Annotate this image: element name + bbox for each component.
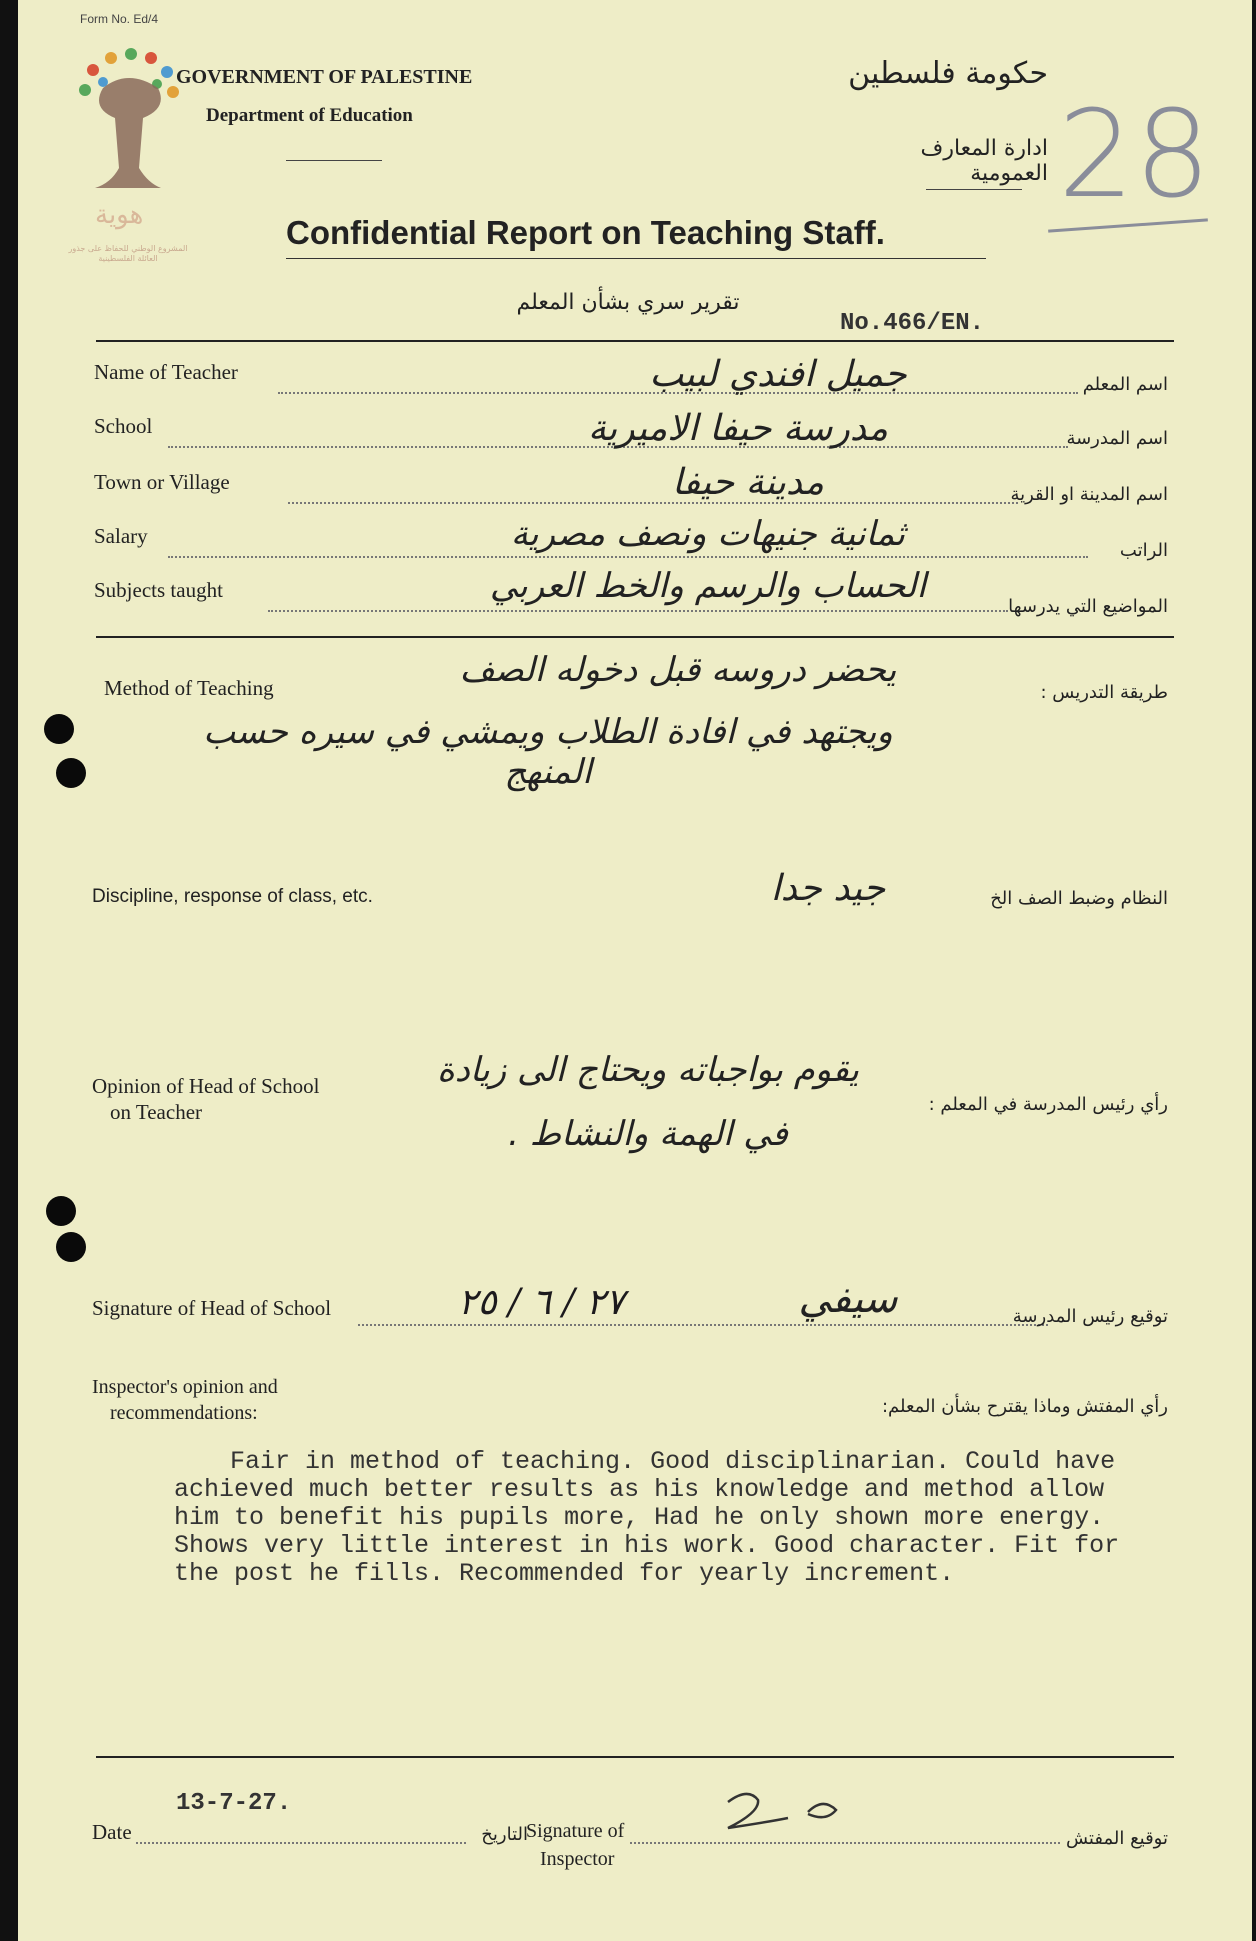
town-value: مدينة حيفا bbox=[671, 462, 825, 503]
department-title-ar: ادارة المعارف العمومية bbox=[920, 136, 1048, 186]
report-title: Confidential Report on Teaching Staff. bbox=[286, 214, 885, 251]
inspector-signature-label-line-2: Inspector bbox=[540, 1848, 615, 1870]
inspector-signature-icon bbox=[708, 1782, 868, 1842]
header-divider-right bbox=[926, 189, 1022, 190]
report-form bbox=[18, 0, 1252, 1941]
teacher-name-value: جميل افندي لبيب bbox=[649, 354, 907, 395]
dotted-line bbox=[268, 610, 1008, 612]
inspector-opinion-label-ar: رأي المفتش وماذا يقترح بشأن المعلم: bbox=[881, 1396, 1168, 1417]
department-title-en: Department of Education bbox=[206, 105, 413, 126]
opinion-line-2: في الهمة والنشاط . bbox=[508, 1114, 788, 1154]
school-label: School bbox=[94, 414, 153, 438]
inspector-opinion-label-line-1: Inspector's opinion and bbox=[92, 1376, 278, 1398]
name-of-teacher-label: Name of Teacher bbox=[94, 360, 238, 384]
opinion-label-line-2: on Teacher bbox=[110, 1100, 203, 1124]
salary-label-ar: الراتب bbox=[1119, 540, 1168, 561]
date-label-ar: التاريخ bbox=[481, 1824, 528, 1845]
punch-hole bbox=[44, 714, 74, 744]
salary-value: ثمانية جنيهات ونصف مصرية bbox=[510, 514, 906, 554]
title-underline bbox=[286, 258, 986, 259]
discipline-label: Discipline, response of class, etc. bbox=[92, 886, 373, 907]
method-label-ar: طريقة التدريس : bbox=[1040, 682, 1168, 703]
punch-hole bbox=[56, 1232, 86, 1262]
date-value: 13-7-27. bbox=[176, 1790, 292, 1817]
method-of-teaching-label: Method of Teaching bbox=[104, 676, 274, 700]
form-number: Form No. Ed/4 bbox=[80, 12, 159, 26]
dotted-line bbox=[358, 1324, 1048, 1326]
logo-caption: هوية bbox=[95, 200, 144, 230]
header-divider-left bbox=[286, 160, 382, 161]
name-of-teacher-label-ar: اسم المعلم bbox=[1082, 374, 1168, 395]
town-or-village-label: Town or Village bbox=[94, 470, 230, 494]
school-label-ar: اسم المدرسة bbox=[1066, 428, 1168, 449]
subjects-label-ar: المواضيع التي يدرسها bbox=[1008, 596, 1168, 617]
discipline-label-ar: النظام وضبط الصف الخ bbox=[990, 888, 1168, 909]
date-label: Date bbox=[92, 1820, 132, 1844]
logo-subtitle: المشروع الوطني للحفاظ على جذور العائلة الفلسطينية bbox=[68, 244, 188, 263]
heritage-logo bbox=[68, 48, 188, 268]
inspector-opinion-label-line-2: recommendations: bbox=[110, 1402, 258, 1424]
salary-label: Salary bbox=[94, 524, 148, 548]
opinion-label-ar: رأي رئيس المدرسة في المعلم : bbox=[928, 1094, 1168, 1115]
dotted-line bbox=[630, 1842, 1060, 1844]
opinion-line-1: يقوم بواجباته ويحتاج الى زيادة bbox=[436, 1050, 860, 1090]
page-number: 28 bbox=[1058, 86, 1211, 225]
section-rule-top bbox=[96, 340, 1174, 342]
section-rule-bottom bbox=[96, 1756, 1174, 1758]
subjects-taught-label: Subjects taught bbox=[94, 578, 223, 602]
head-signature-date: ٢٧ / ٦ / ٢٥ bbox=[458, 1282, 625, 1323]
dotted-line bbox=[168, 556, 1088, 558]
discipline-value: جيد جدا bbox=[770, 868, 886, 909]
dotted-line bbox=[136, 1842, 466, 1844]
town-label-ar: اسم المدينة او القرية bbox=[1010, 484, 1168, 505]
head-signature-label: Signature of Head of School bbox=[92, 1296, 332, 1320]
school-value: مدرسة حيفا الاميرية bbox=[587, 408, 889, 449]
inspector-signature-label-line-1: Signature of bbox=[526, 1820, 625, 1842]
inspector-line: Fair in method of teaching. Good disciplinarian. Could have bbox=[230, 1447, 1116, 1476]
head-signature-label-ar: توقيع رئيس المدرسة bbox=[1012, 1306, 1168, 1327]
government-title-en: GOVERNMENT OF PALESTINE bbox=[176, 66, 473, 88]
inspector-line: the post he fills. Recommended for yearly increment. bbox=[174, 1559, 955, 1588]
opinion-label-line-1: Opinion of Head of School bbox=[92, 1074, 320, 1098]
method-line-2: ويجتهد في افادة الطلاب ويمشي في سيره حسب المنهج bbox=[203, 712, 893, 792]
inspector-signature-label-ar: توقيع المفتش bbox=[1065, 1828, 1168, 1849]
punch-hole bbox=[46, 1196, 76, 1226]
inspector-typed-text bbox=[174, 1448, 1119, 1588]
inspector-line: him to benefit his pupils more, Had he only shown more energy. bbox=[174, 1503, 1105, 1532]
punch-hole bbox=[56, 758, 86, 788]
inspector-line: Shows very little interest in his work. Good character. Fit for bbox=[174, 1531, 1120, 1560]
report-title-ar: تقرير سري بشأن المعلم bbox=[516, 290, 740, 315]
method-line-1: يحضر دروسه قبل دخوله الصف bbox=[459, 650, 897, 690]
section-rule-fields bbox=[96, 636, 1174, 638]
reference-number: No.466/EN. bbox=[840, 310, 985, 337]
subjects-value: الحساب والرسم والخط العربي bbox=[489, 566, 927, 606]
inspector-line: achieved much better results as his knowledge and method allow bbox=[174, 1475, 1105, 1504]
government-title-ar: حكومة فلسطين bbox=[848, 56, 1048, 91]
head-signature: سيفي bbox=[798, 1276, 898, 1322]
